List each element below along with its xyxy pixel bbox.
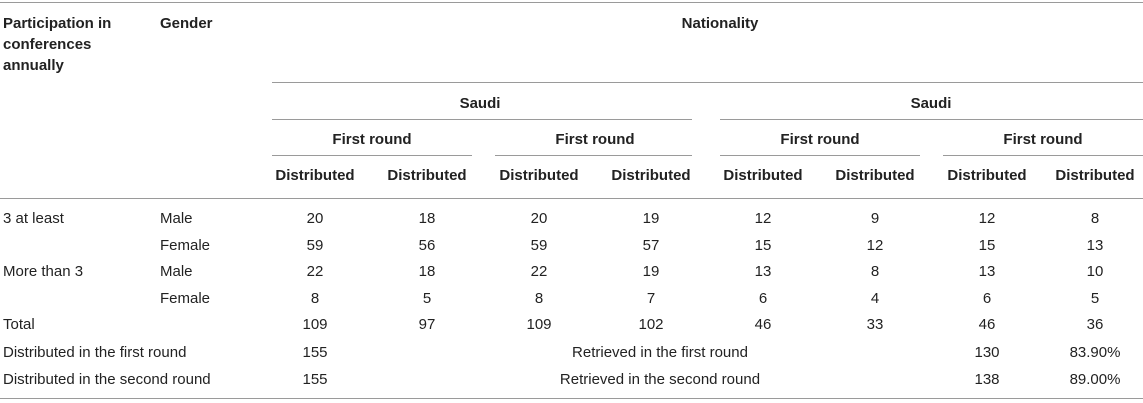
cell: 22 (530, 263, 548, 280)
round-header-2: First round (555, 131, 635, 148)
round-rule-3 (720, 155, 920, 156)
cell: 18 (418, 210, 436, 227)
cell: 59 (306, 237, 324, 254)
cell: 7 (646, 290, 656, 307)
row-gender: Male (160, 210, 193, 227)
row-label: 3 at least (3, 210, 64, 227)
summary-percent: 83.90% (1069, 344, 1121, 361)
row-gender: Female (160, 237, 211, 254)
cell: 9 (870, 210, 880, 227)
cell: 59 (530, 237, 548, 254)
nationality-header: Nationality (681, 15, 759, 32)
cell: 8 (1090, 210, 1100, 227)
cell: 5 (1090, 290, 1100, 307)
saudi-rule-2 (720, 119, 1143, 120)
summary-retrieved: 130 (974, 344, 1000, 361)
sub-header-6: Distributed (835, 167, 915, 184)
cell: 20 (530, 210, 548, 227)
cell: 4 (870, 290, 880, 307)
cell: 102 (638, 316, 664, 333)
round-header-4: First round (1003, 131, 1083, 148)
cell: 10 (1086, 263, 1104, 280)
cell: 20 (306, 210, 324, 227)
summary-label: Distributed in the first round (3, 344, 187, 361)
cell: 12 (754, 210, 772, 227)
row-label: Total (3, 316, 35, 333)
sub-header-7: Distributed (947, 167, 1027, 184)
bottom-rule (0, 398, 1143, 399)
saudi-rule-1 (272, 119, 692, 120)
sub-header-3: Distributed (499, 167, 579, 184)
cell: 6 (758, 290, 768, 307)
cell: 19 (642, 263, 660, 280)
summary-middle: Retrieved in the second round (559, 371, 761, 388)
top-rule (0, 2, 1143, 3)
cell: 36 (1086, 316, 1104, 333)
cell: 56 (418, 237, 436, 254)
cell: 97 (418, 316, 436, 333)
summary-distributed: 155 (302, 344, 328, 361)
summary-retrieved: 138 (974, 371, 1000, 388)
round-header-3: First round (780, 131, 860, 148)
row-gender: Female (160, 290, 211, 307)
cell: 33 (866, 316, 884, 333)
row-label: More than 3 (3, 263, 84, 280)
sub-header-4: Distributed (611, 167, 691, 184)
summary-percent: 89.00% (1069, 371, 1121, 388)
cell: 8 (310, 290, 320, 307)
cell: 5 (422, 290, 432, 307)
header-bottom-rule (0, 198, 1143, 199)
cell: 12 (866, 237, 884, 254)
round-header-1: First round (332, 131, 412, 148)
round-rule-4 (943, 155, 1143, 156)
group-header-2: Saudi (910, 95, 952, 112)
summary-middle: Retrieved in the first round (572, 344, 748, 361)
cell: 13 (1086, 237, 1104, 254)
round-rule-2 (495, 155, 692, 156)
participation-header-line3: annually (3, 57, 64, 74)
cell: 18 (418, 263, 436, 280)
cell: 13 (978, 263, 996, 280)
row-gender: Male (160, 263, 193, 280)
gender-header: Gender (160, 15, 213, 32)
cell: 22 (306, 263, 324, 280)
participation-header-line2: conferences (3, 36, 92, 53)
summary-label: Distributed in the second round (3, 371, 211, 388)
summary-distributed: 155 (302, 371, 328, 388)
sub-header-5: Distributed (723, 167, 803, 184)
participation-header-line1: Participation in (3, 15, 112, 32)
cell: 8 (870, 263, 880, 280)
sub-header-1: Distributed (275, 167, 355, 184)
cell: 13 (754, 263, 772, 280)
cell: 46 (978, 316, 996, 333)
cell: 15 (978, 237, 996, 254)
cell: 15 (754, 237, 772, 254)
round-rule-1 (272, 155, 472, 156)
sub-header-8: Distributed (1055, 167, 1135, 184)
sub-header-2: Distributed (387, 167, 467, 184)
cell: 19 (642, 210, 660, 227)
cell: 6 (982, 290, 992, 307)
cell: 57 (642, 237, 660, 254)
group-header-1: Saudi (459, 95, 501, 112)
cell: 109 (302, 316, 328, 333)
cell: 46 (754, 316, 772, 333)
cell: 12 (978, 210, 996, 227)
nationality-rule (272, 82, 1143, 83)
cell: 8 (534, 290, 544, 307)
cell: 109 (526, 316, 552, 333)
